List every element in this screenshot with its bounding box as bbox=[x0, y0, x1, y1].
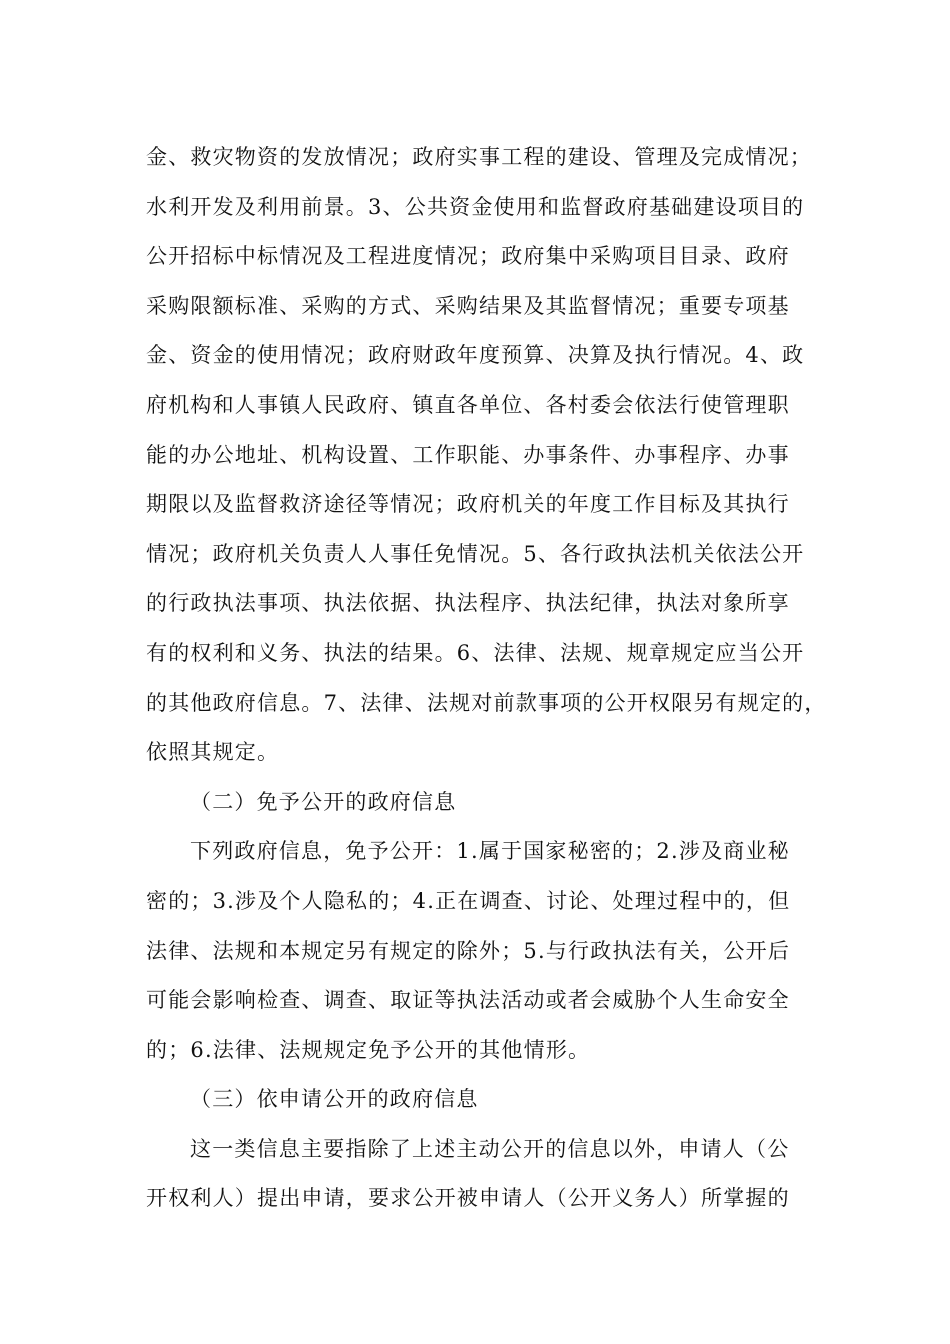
text-line: 的行政执法事项、执法依据、执法程序、执法纪律，执法对象所享 bbox=[146, 591, 790, 616]
text-line: 金、资金的使用情况；政府财政年度预算、决算及执行情况。4、政 bbox=[146, 343, 805, 368]
text-line: 期限以及监督救济途径等情况；政府机关的年度工作目标及其执行 bbox=[146, 492, 790, 517]
text-line: 法律、法规和本规定另有规定的除外；5.与行政执法有关，公开后 bbox=[146, 938, 791, 963]
text-line: 能的办公地址、机构设置、工作职能、办事条件、办事程序、办事 bbox=[146, 442, 790, 467]
text-line: 的；6.法律、法规规定免予公开的其他情形。 bbox=[146, 1037, 591, 1062]
paragraph-start-line: 这一类信息主要指除了上述主动公开的信息以外，申请人（公 bbox=[190, 1136, 790, 1161]
paragraph-start-line: 下列政府信息，免予公开：1.属于国家秘密的；2.涉及商业秘 bbox=[190, 839, 790, 864]
text-line: 金、救灾物资的发放情况；政府实事工程的建设、管理及完成情况； bbox=[146, 145, 812, 169]
text-line: 的其他政府信息。7、法律、法规对前款事项的公开权限另有规定的， bbox=[146, 690, 827, 715]
paragraph-start-line: （三）依申请公开的政府信息 bbox=[190, 1087, 479, 1112]
text-line: 开权利人）提出申请，要求公开被申请人（公开义务人）所掌握的 bbox=[146, 1186, 790, 1211]
text-line: 水利开发及利用前景。3、公共资金使用和监督政府基础建设项目的 bbox=[146, 194, 805, 219]
text-line: 情况；政府机关负责人人事任免情况。5、各行政执法机关依法公开 bbox=[146, 541, 805, 566]
text-line: 有的权利和义务、执法的结果。6、法律、法规、规章规定应当公开 bbox=[146, 640, 805, 665]
text-line: 密的；3.涉及个人隐私的；4.正在调查、讨论、处理过程中的，但 bbox=[146, 888, 791, 913]
text-line: 府机构和人事镇人民政府、镇直各单位、各村委会依法行使管理职 bbox=[146, 392, 790, 417]
text-line: 依照其规定。 bbox=[146, 740, 280, 765]
text-line: 公开招标中标情况及工程进度情况；政府集中采购项目目录、政府 bbox=[146, 244, 790, 269]
text-line: 可能会影响检查、调查、取证等执法活动或者会威胁个人生命安全 bbox=[146, 988, 790, 1013]
document-body bbox=[146, 133, 827, 1224]
paragraph-start-line: （二）免予公开的政府信息 bbox=[190, 789, 457, 814]
text-line: 采购限额标准、采购的方式、采购结果及其监督情况；重要专项基 bbox=[146, 293, 790, 318]
